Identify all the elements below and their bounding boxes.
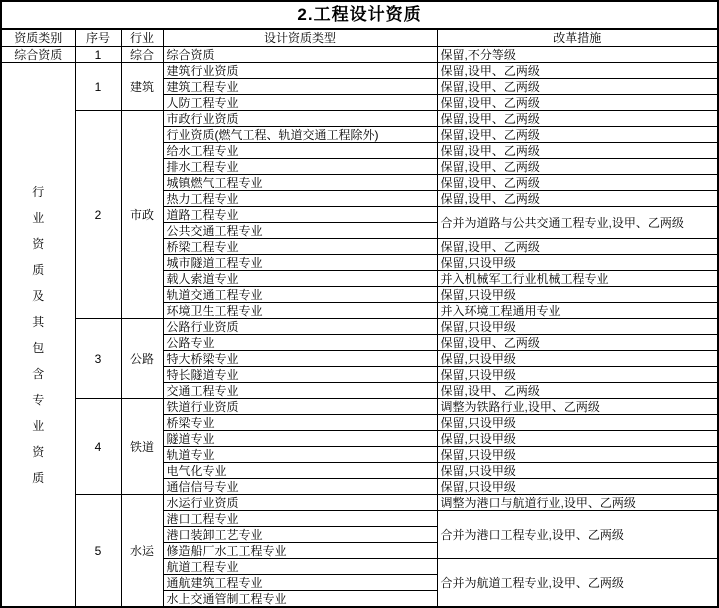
cell-industry: 铁道 — [121, 399, 163, 495]
cell-type: 修造船厂水工工程专业 — [163, 543, 437, 559]
cell-no: 3 — [75, 319, 121, 399]
cell-type: 轨道专业 — [163, 447, 437, 463]
cell-measure: 保留,只设甲级 — [437, 319, 718, 335]
cell-type: 隧道专业 — [163, 431, 437, 447]
cell-measure: 调整为铁路行业,设甲、乙两级 — [437, 399, 718, 415]
cell-measure: 保留,设甲、乙两级 — [437, 383, 718, 399]
cell-type: 公路行业资质 — [163, 319, 437, 335]
cell-measure: 保留,只设甲级 — [437, 431, 718, 447]
cell-measure: 保留,只设甲级 — [437, 447, 718, 463]
col-header-measure: 改革措施 — [437, 29, 718, 47]
cell-measure: 保留,设甲、乙两级 — [437, 159, 718, 175]
cell-measure: 保留,只设甲级 — [437, 463, 718, 479]
cell-measure: 保留,只设甲级 — [437, 415, 718, 431]
cell-measure: 保留,只设甲级 — [437, 255, 718, 271]
cell-category: 综合资质 — [1, 47, 75, 63]
cell-no: 2 — [75, 111, 121, 319]
cell-measure: 并入机械军工行业机械工程专业 — [437, 271, 718, 287]
cell-type: 港口装卸工艺专业 — [163, 527, 437, 543]
cell-type: 综合资质 — [163, 47, 437, 63]
table-row — [1, 111, 718, 127]
table-row — [1, 47, 718, 63]
cell-type: 通信信号专业 — [163, 479, 437, 495]
cell-measure: 保留,设甲、乙两级 — [437, 127, 718, 143]
cell-type: 市政行业资质 — [163, 111, 437, 127]
cell-type: 桥梁工程专业 — [163, 239, 437, 255]
cell-industry: 建筑 — [121, 63, 163, 111]
table-row — [1, 399, 718, 415]
cell-category-group — [1, 63, 75, 608]
cell-type: 轨道交通工程专业 — [163, 287, 437, 303]
cell-measure: 保留,只设甲级 — [437, 351, 718, 367]
cell-type: 排水工程专业 — [163, 159, 437, 175]
col-header-type: 设计资质类型 — [163, 29, 437, 47]
cell-type: 桥梁专业 — [163, 415, 437, 431]
cell-measure: 保留,设甲、乙两级 — [437, 111, 718, 127]
cell-type: 电气化专业 — [163, 463, 437, 479]
cell-measure: 调整为港口与航道行业,设甲、乙两级 — [437, 495, 718, 511]
cell-type: 铁道行业资质 — [163, 399, 437, 415]
cell-type: 公共交通工程专业 — [163, 223, 437, 239]
cell-measure: 保留,设甲、乙两级 — [437, 79, 718, 95]
cell-measure-merged: 合并为航道工程专业,设甲、乙两级 — [437, 559, 718, 608]
cell-type: 道路工程专业 — [163, 207, 437, 223]
table-title: 2.工程设计资质 — [1, 1, 718, 29]
cell-no: 1 — [75, 63, 121, 111]
cell-type: 公路专业 — [163, 335, 437, 351]
cell-type: 特大桥梁专业 — [163, 351, 437, 367]
cell-measure: 保留,只设甲级 — [437, 479, 718, 495]
table-row — [1, 495, 718, 511]
col-header-category: 资质类别 — [1, 29, 75, 47]
cell-type: 热力工程专业 — [163, 191, 437, 207]
cell-measure: 保留,设甲、乙两级 — [437, 335, 718, 351]
cell-type: 水上交通管制工程专业 — [163, 591, 437, 608]
cell-type: 交通工程专业 — [163, 383, 437, 399]
cell-type: 水运行业资质 — [163, 495, 437, 511]
cell-no: 1 — [75, 47, 121, 63]
cell-no: 5 — [75, 495, 121, 608]
col-header-no: 序号 — [75, 29, 121, 47]
cell-type: 行业资质(燃气工程、轨道交通工程除外) — [163, 127, 437, 143]
cell-industry: 市政 — [121, 111, 163, 319]
header-row — [1, 29, 718, 47]
title-row — [1, 1, 718, 29]
cell-no: 4 — [75, 399, 121, 495]
cell-measure: 保留,只设甲级 — [437, 367, 718, 383]
cell-type: 建筑行业资质 — [163, 63, 437, 79]
cell-type: 港口工程专业 — [163, 511, 437, 527]
cell-measure: 保留,设甲、乙两级 — [437, 191, 718, 207]
cell-measure: 保留,不分等级 — [437, 47, 718, 63]
cell-type: 建筑工程专业 — [163, 79, 437, 95]
cell-type: 人防工程专业 — [163, 95, 437, 111]
cell-industry: 综合 — [121, 47, 163, 63]
cell-type: 环境卫生工程专业 — [163, 303, 437, 319]
cell-type: 城市隧道工程专业 — [163, 255, 437, 271]
cell-type: 载人索道专业 — [163, 271, 437, 287]
cell-type: 给水工程专业 — [163, 143, 437, 159]
cell-type: 通航建筑工程专业 — [163, 575, 437, 591]
vertical-category-label: 行业资质及其包含专业资质 — [32, 184, 45, 485]
cell-measure-merged: 合并为道路与公共交通工程专业,设甲、乙两级 — [437, 207, 718, 239]
cell-measure-merged: 合并为港口工程专业,设甲、乙两级 — [437, 511, 718, 559]
table-row — [1, 319, 718, 335]
cell-measure: 保留,只设甲级 — [437, 287, 718, 303]
cell-measure: 保留,设甲、乙两级 — [437, 95, 718, 111]
cell-measure: 保留,设甲、乙两级 — [437, 239, 718, 255]
table-row — [1, 63, 718, 79]
col-header-industry: 行业 — [121, 29, 163, 47]
cell-measure: 保留,设甲、乙两级 — [437, 63, 718, 79]
cell-measure: 保留,设甲、乙两级 — [437, 175, 718, 191]
cell-type: 航道工程专业 — [163, 559, 437, 575]
cell-industry: 公路 — [121, 319, 163, 399]
cell-industry: 水运 — [121, 495, 163, 608]
cell-type: 特长隧道专业 — [163, 367, 437, 383]
cell-measure: 并入环境工程通用专业 — [437, 303, 718, 319]
cell-type: 城镇燃气工程专业 — [163, 175, 437, 191]
cell-measure: 保留,设甲、乙两级 — [437, 143, 718, 159]
